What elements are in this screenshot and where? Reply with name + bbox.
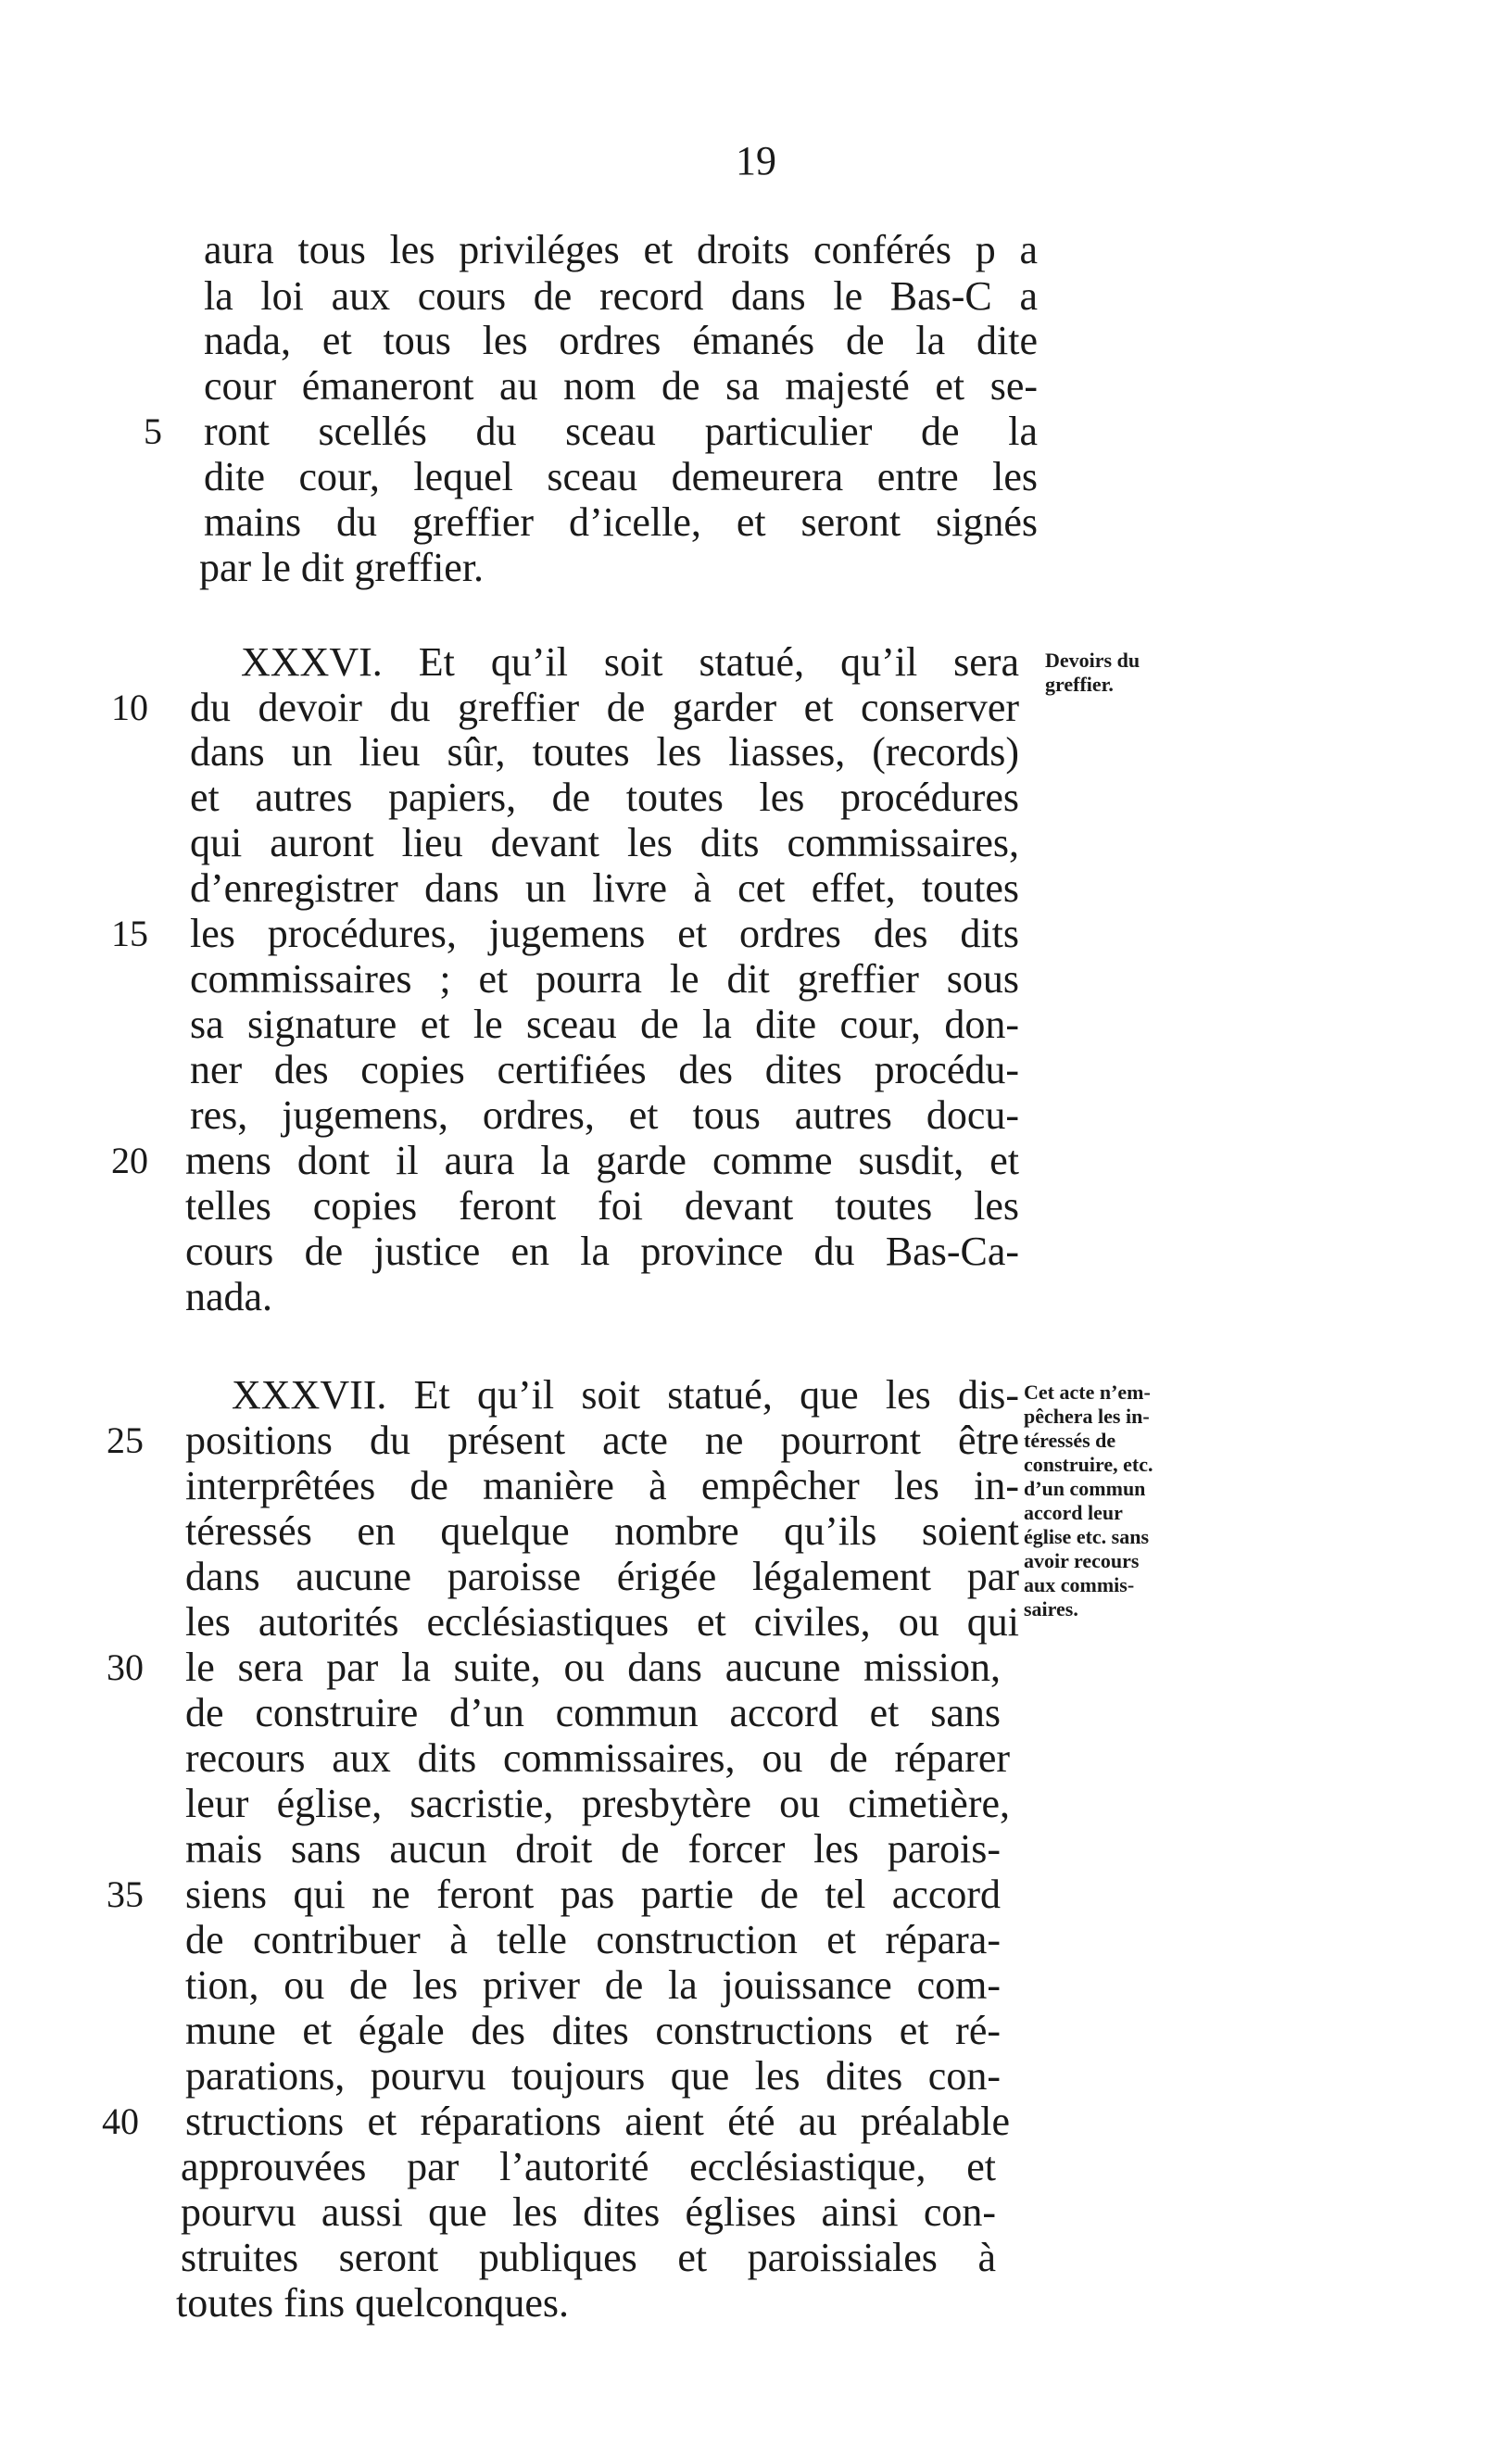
text-line: nada. bbox=[185, 1274, 273, 1319]
text-line: structions et réparations aient été au préalable bbox=[185, 2099, 1010, 2144]
text-line: interprêtées de manière à empêcher les in- bbox=[185, 1463, 1019, 1508]
text-line: dite cour, lequel sceau demeurera entre les bbox=[204, 454, 1038, 499]
line-number: 5 bbox=[144, 410, 162, 452]
text-line: leur église, sacristie, presbytère ou cimetière, bbox=[185, 1781, 1010, 1826]
text-line: toutes fins quelconques. bbox=[176, 2280, 570, 2326]
text-line: sa signature et le sceau de la dite cour, don- bbox=[190, 1002, 1019, 1047]
line-number: 25 bbox=[107, 1419, 144, 1461]
text-line: qui auront lieu devant les dits commissaires, bbox=[190, 820, 1019, 865]
section-heading-line: XXXVI. Et qu’il soit statué, qu’il sera bbox=[241, 639, 1019, 685]
line-number: 20 bbox=[111, 1140, 148, 1181]
text-line: pourvu aussi que les dites églises ainsi con- bbox=[181, 2189, 996, 2235]
text-line: cour émaneront au nom de sa majesté et se- bbox=[204, 363, 1038, 409]
line-number: 10 bbox=[111, 687, 148, 728]
text-line: les autorités ecclésiastiques et civiles, ou qui bbox=[185, 1599, 1019, 1645]
text-line: les procédures, jugemens et ordres des dits bbox=[190, 911, 1019, 956]
line-number: 15 bbox=[111, 913, 148, 954]
text-line: dans aucune paroisse érigée légalement par bbox=[185, 1554, 1019, 1599]
text-line: telles copies feront foi devant toutes les bbox=[185, 1183, 1019, 1229]
text-line: struites seront publiques et paroissiales à bbox=[181, 2235, 996, 2280]
text-line: parations, pourvu toujours que les dites con- bbox=[185, 2053, 1001, 2099]
text-line: siens qui ne feront pas partie de tel accord bbox=[185, 1872, 1001, 1917]
text-line: le sera par la suite, ou dans aucune mission, bbox=[185, 1645, 1001, 1690]
text-line: mune et égale des dites constructions et ré- bbox=[185, 2008, 1001, 2053]
text-line: mens dont il aura la garde comme susdit, et bbox=[185, 1138, 1019, 1183]
text-line: commissaires ; et pourra le dit greffier sous bbox=[190, 956, 1019, 1002]
text-line: cours de justice en la province du Bas-Ca- bbox=[185, 1229, 1019, 1274]
text-line: de construire d’un commun accord et sans bbox=[185, 1690, 1001, 1735]
text-line: dans un lieu sûr, toutes les liasses, (records) bbox=[190, 729, 1019, 775]
text-line: téressés en quelque nombre qu’ils soient bbox=[185, 1508, 1019, 1554]
text-line: du devoir du greffier de garder et conserver bbox=[190, 685, 1019, 730]
text-line: d’enregistrer dans un livre à cet effet, toutes bbox=[190, 865, 1019, 911]
line-number: 35 bbox=[107, 1873, 144, 1915]
line-number: 40 bbox=[102, 2100, 139, 2142]
text-line: approuvées par l’autorité ecclésiastique, et bbox=[181, 2144, 996, 2189]
line-number: 30 bbox=[107, 1646, 144, 1688]
margin-note-cet-acte: Cet acte n’em- pêchera les in- téressés de construire, etc. d’un commun accord leur église etc. sans avoir recours aux commis- saires. bbox=[1024, 1381, 1153, 1620]
text-line: nada, et tous les ordres émanés de la dite bbox=[204, 318, 1038, 363]
text-line: res, jugemens, ordres, et tous autres docu- bbox=[190, 1092, 1019, 1138]
text-line: recours aux dits commissaires, ou de réparer bbox=[185, 1735, 1010, 1781]
text-line: aura tous les priviléges et droits conférés p a bbox=[204, 227, 1038, 272]
text-line: mais sans aucun droit de forcer les parois- bbox=[185, 1826, 1001, 1872]
section-heading-line: XXXVII. Et qu’il soit statué, que les dis- bbox=[232, 1372, 1019, 1418]
margin-note-devoirs-greffier: Devoirs du greffier. bbox=[1045, 649, 1140, 696]
page-number: 19 bbox=[736, 138, 776, 183]
text-line: ner des copies certifiées des dites procédu- bbox=[190, 1047, 1019, 1092]
text-line: la loi aux cours de record dans le Bas-C a bbox=[204, 273, 1038, 319]
text-line: ront scellés du sceau particulier de la bbox=[204, 409, 1038, 454]
text-line: et autres papiers, de toutes les procédures bbox=[190, 775, 1019, 820]
text-line: positions du présent acte ne pourront être bbox=[185, 1418, 1019, 1463]
text-line: tion, ou de les priver de la jouissance com- bbox=[185, 1962, 1001, 2008]
text-line: par le dit greffier. bbox=[199, 545, 485, 590]
text-line: mains du greffier d’icelle, et seront signés bbox=[204, 499, 1038, 545]
text-line: de contribuer à telle construction et répara- bbox=[185, 1917, 1001, 1962]
